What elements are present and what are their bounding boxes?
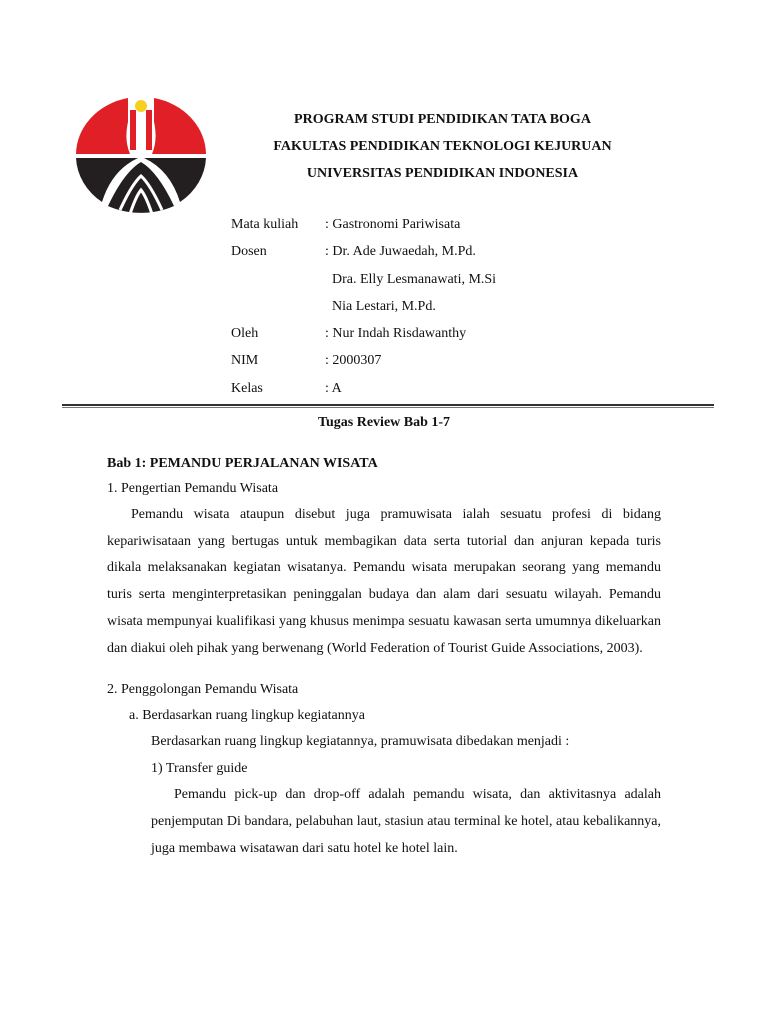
list-item-classification: 2. Penggolongan Pemandu Wisata [107, 682, 299, 698]
definition-paragraph: Pemandu wisata ataupun disebut juga pramuwisata ialah sesuatu profesi di bidang kepariwisataan yang bertugas untuk membagikan data serta tutorial dan anjuran kepada turis dikala melaksanakan kegiatan wisatanya. Pemandu wisata merupakan seorang yang memandu turis serta menginterpretasikan peninggalan budaya dan alam dari sesuatu wilayah. Pemandu wisata mempunyai kualifikasi yang khusus menimpa sesuatu kawasan serta umumnya dikeluarkan dan diakui oleh pihak yang berwenang (World Federation of Tourist Guide Associations, 2003). [107, 507, 661, 656]
scope-intro-text: Berdasarkan ruang lingkup kegiatannya, pramuwisata dibedakan menjadi : [151, 734, 570, 750]
institution-header [230, 106, 655, 187]
lecturer-label: Dosen [231, 244, 267, 260]
header-divider-thin [62, 407, 714, 408]
class-value: : A [325, 380, 342, 396]
nim-value: : 2000307 [325, 353, 382, 369]
university-name: UNIVERSITAS PENDIDIKAN INDONESIA [306, 166, 579, 181]
chapter-title: Bab 1: PEMANDU PERJALANAN WISATA [107, 456, 378, 471]
transfer-guide-paragraph: Pemandu pick-up dan drop-off adalah pemandu wisata, dan aktivitasnya adalah penjemputan Di bandara, pelabuhan laut, stasiun atau terminal ke hotel, atau kebalikannya, juga membawa wisatawan dari satu hotel ke hotel lain. [151, 787, 661, 856]
list-item-definition: 1. Pengertian Pemandu Wisata [107, 481, 279, 496]
university-logo-icon [72, 92, 210, 220]
sublist-item-scope: a. Berdasarkan ruang lingkup kegiatannya [129, 708, 365, 724]
lecturer-3: Nia Lestari, M.Pd. [332, 298, 436, 314]
author-label: Oleh [231, 326, 259, 342]
document-body [107, 452, 661, 862]
lecturer-2: Dra. Elly Lesmanawati, M.Si [332, 271, 497, 287]
sublist-item-transfer-guide: 1) Transfer guide [151, 761, 248, 777]
course-label: Mata kuliah [231, 217, 299, 232]
faculty-name: FAKULTAS PENDIDIKAN TEKNOLOGI KEJURUAN [273, 139, 612, 154]
assignment-title: Tugas Review Bab 1-7 [317, 415, 451, 430]
class-label: Kelas [231, 380, 263, 396]
header-divider [62, 404, 714, 406]
course-value: : Gastronomi Pariwisata [325, 217, 461, 232]
author-value: : Nur Indah Risdawanthy [325, 326, 467, 342]
lecturer-1: : Dr. Ade Juwaedah, M.Pd. [325, 244, 476, 260]
nim-label: NIM [231, 353, 259, 369]
program-name: PROGRAM STUDI PENDIDIKAN TATA BOGA [294, 112, 591, 127]
